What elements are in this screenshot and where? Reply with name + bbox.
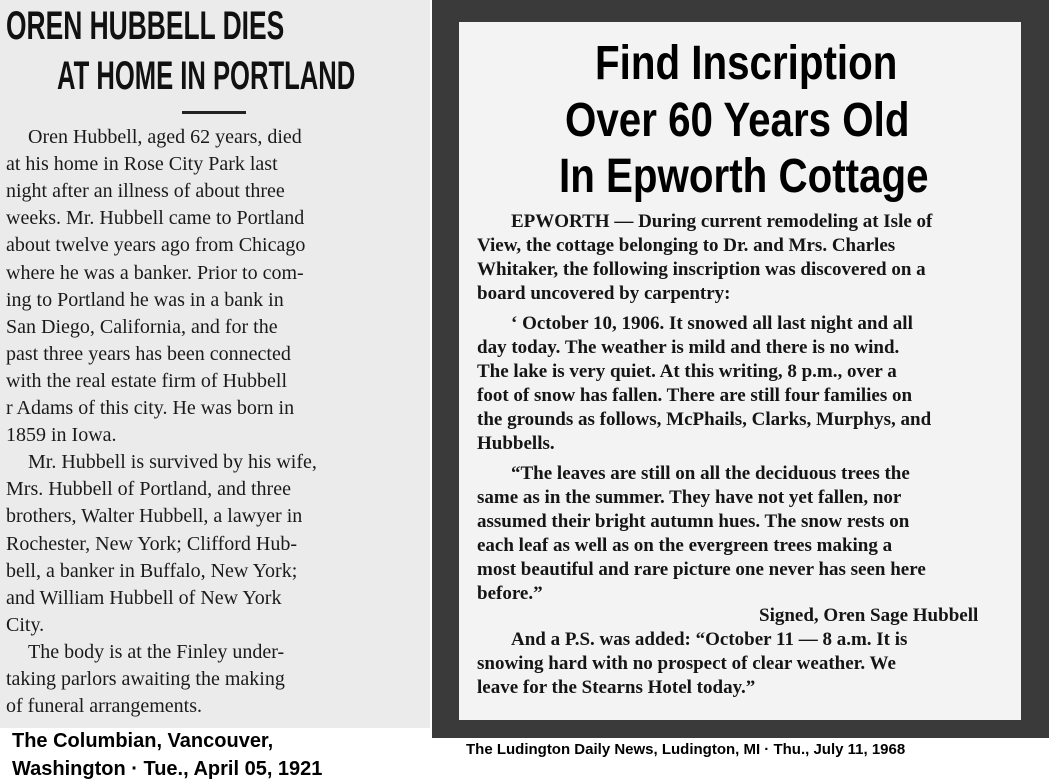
left-body-line: night after an illness of about three	[6, 180, 285, 203]
left-body-line: past three years has been connected	[6, 342, 291, 365]
headline-divider	[182, 111, 246, 114]
left-body-line: ing to Portland he was in a bank in	[6, 288, 284, 311]
right-body-line: before.”	[477, 583, 543, 604]
left-body-line: San Diego, California, and for the	[6, 315, 278, 338]
left-body-line: and William Hubbell of New York	[6, 586, 282, 609]
left-body-line: at his home in Rose City Park last	[6, 153, 278, 176]
right-body-line: Signed, Oren Sage Hubbell	[759, 605, 979, 626]
right-headline-line-3: In Epworth Cottage	[559, 150, 929, 203]
left-body-line: weeks. Mr. Hubbell came to Portland	[6, 207, 305, 230]
left-body-line: taking parlors awaiting the making	[6, 668, 285, 690]
left-body-line: Rochester, New York; Clifford Hub-	[6, 532, 298, 555]
left-body-line: bell, a banker in Buffalo, New York;	[6, 559, 298, 582]
left-body-line: Mrs. Hubbell of Portland, and three	[6, 478, 291, 501]
left-source-caption	[0, 728, 430, 784]
left-body-line: of funeral arrangements.	[6, 695, 203, 718]
left-body-line: Oren Hubbell, aged 62 years, died	[28, 126, 302, 148]
left-headline-line-1: OREN HUBBELL DIES	[6, 4, 285, 48]
right-source-caption: The Ludington Daily News, Ludington, MI · Thu., July 11, 1968	[466, 741, 906, 758]
right-body-line: And a P.S. was added: “October 11 — 8 a.m. It is	[511, 629, 908, 650]
left-newspaper-clipping	[0, 0, 430, 728]
left-body-line: about twelve years ago from Chicago	[6, 234, 306, 257]
left-headline-line-2: AT HOME IN PORTLAND	[57, 54, 356, 98]
right-body-line: “The leaves are still on all the deciduous trees the	[511, 463, 910, 484]
right-headline-line-1: Find Inscription	[595, 37, 898, 90]
right-body-line: Whitaker, the following inscription was discovered on a	[477, 259, 926, 280]
right-body-line: most beautiful and rare picture one never has seen here	[477, 559, 926, 580]
right-body-line: same as in the summer. They have not yet fallen, nor	[477, 487, 902, 508]
right-body-line: board uncovered by carpentry:	[477, 283, 731, 304]
left-body-line: brothers, Walter Hubbell, a lawyer in	[6, 505, 303, 528]
right-body-line: ‘ October 10, 1906. It snowed all last night and all	[511, 313, 913, 334]
right-body-line: foot of snow has fallen. There are still four families on	[477, 385, 913, 406]
right-body-line: the grounds as follows, McPhails, Clarks, Murphys, and	[477, 409, 932, 430]
right-body-line: EPWORTH — During current remodeling at Isle of	[511, 211, 933, 232]
left-caption-line-1: The Columbian, Vancouver,	[12, 730, 274, 752]
right-body-line: View, the cottage belonging to Dr. and Mrs. Charles	[477, 235, 896, 256]
right-newspaper-clipping	[459, 22, 1021, 720]
left-body-line: The body is at the Finley under-	[28, 640, 285, 663]
left-body-line: 1859 in Iowa.	[6, 424, 117, 447]
left-body-line: Mr. Hubbell is survived by his wife,	[28, 451, 317, 474]
right-body-line: snowing hard with no prospect of clear weather. We	[477, 653, 896, 674]
left-body-line: r Adams of this city. He was born in	[6, 397, 295, 419]
left-body-line: with the real estate firm of Hubbell	[6, 369, 288, 392]
right-body-line: assumed their bright autumn hues. The snow rests on	[477, 511, 910, 532]
left-caption-line-2: Washington · Tue., April 05, 1921	[12, 758, 323, 780]
right-body-line: The lake is very quiet. At this writing, 8 p.m., over a	[477, 361, 897, 382]
right-body-line: day today. The weather is mild and there is no wind.	[477, 337, 900, 358]
right-headline-line-2: Over 60 Years Old	[565, 94, 910, 147]
right-body-line: Hubbells.	[477, 433, 555, 454]
left-body-line: where he was a banker. Prior to com-	[6, 261, 304, 284]
left-body-line: City.	[6, 613, 45, 636]
right-body-line: each leaf as well as on the evergreen trees making a	[477, 535, 893, 556]
right-body-line: leave for the Stearns Hotel today.”	[477, 677, 756, 698]
